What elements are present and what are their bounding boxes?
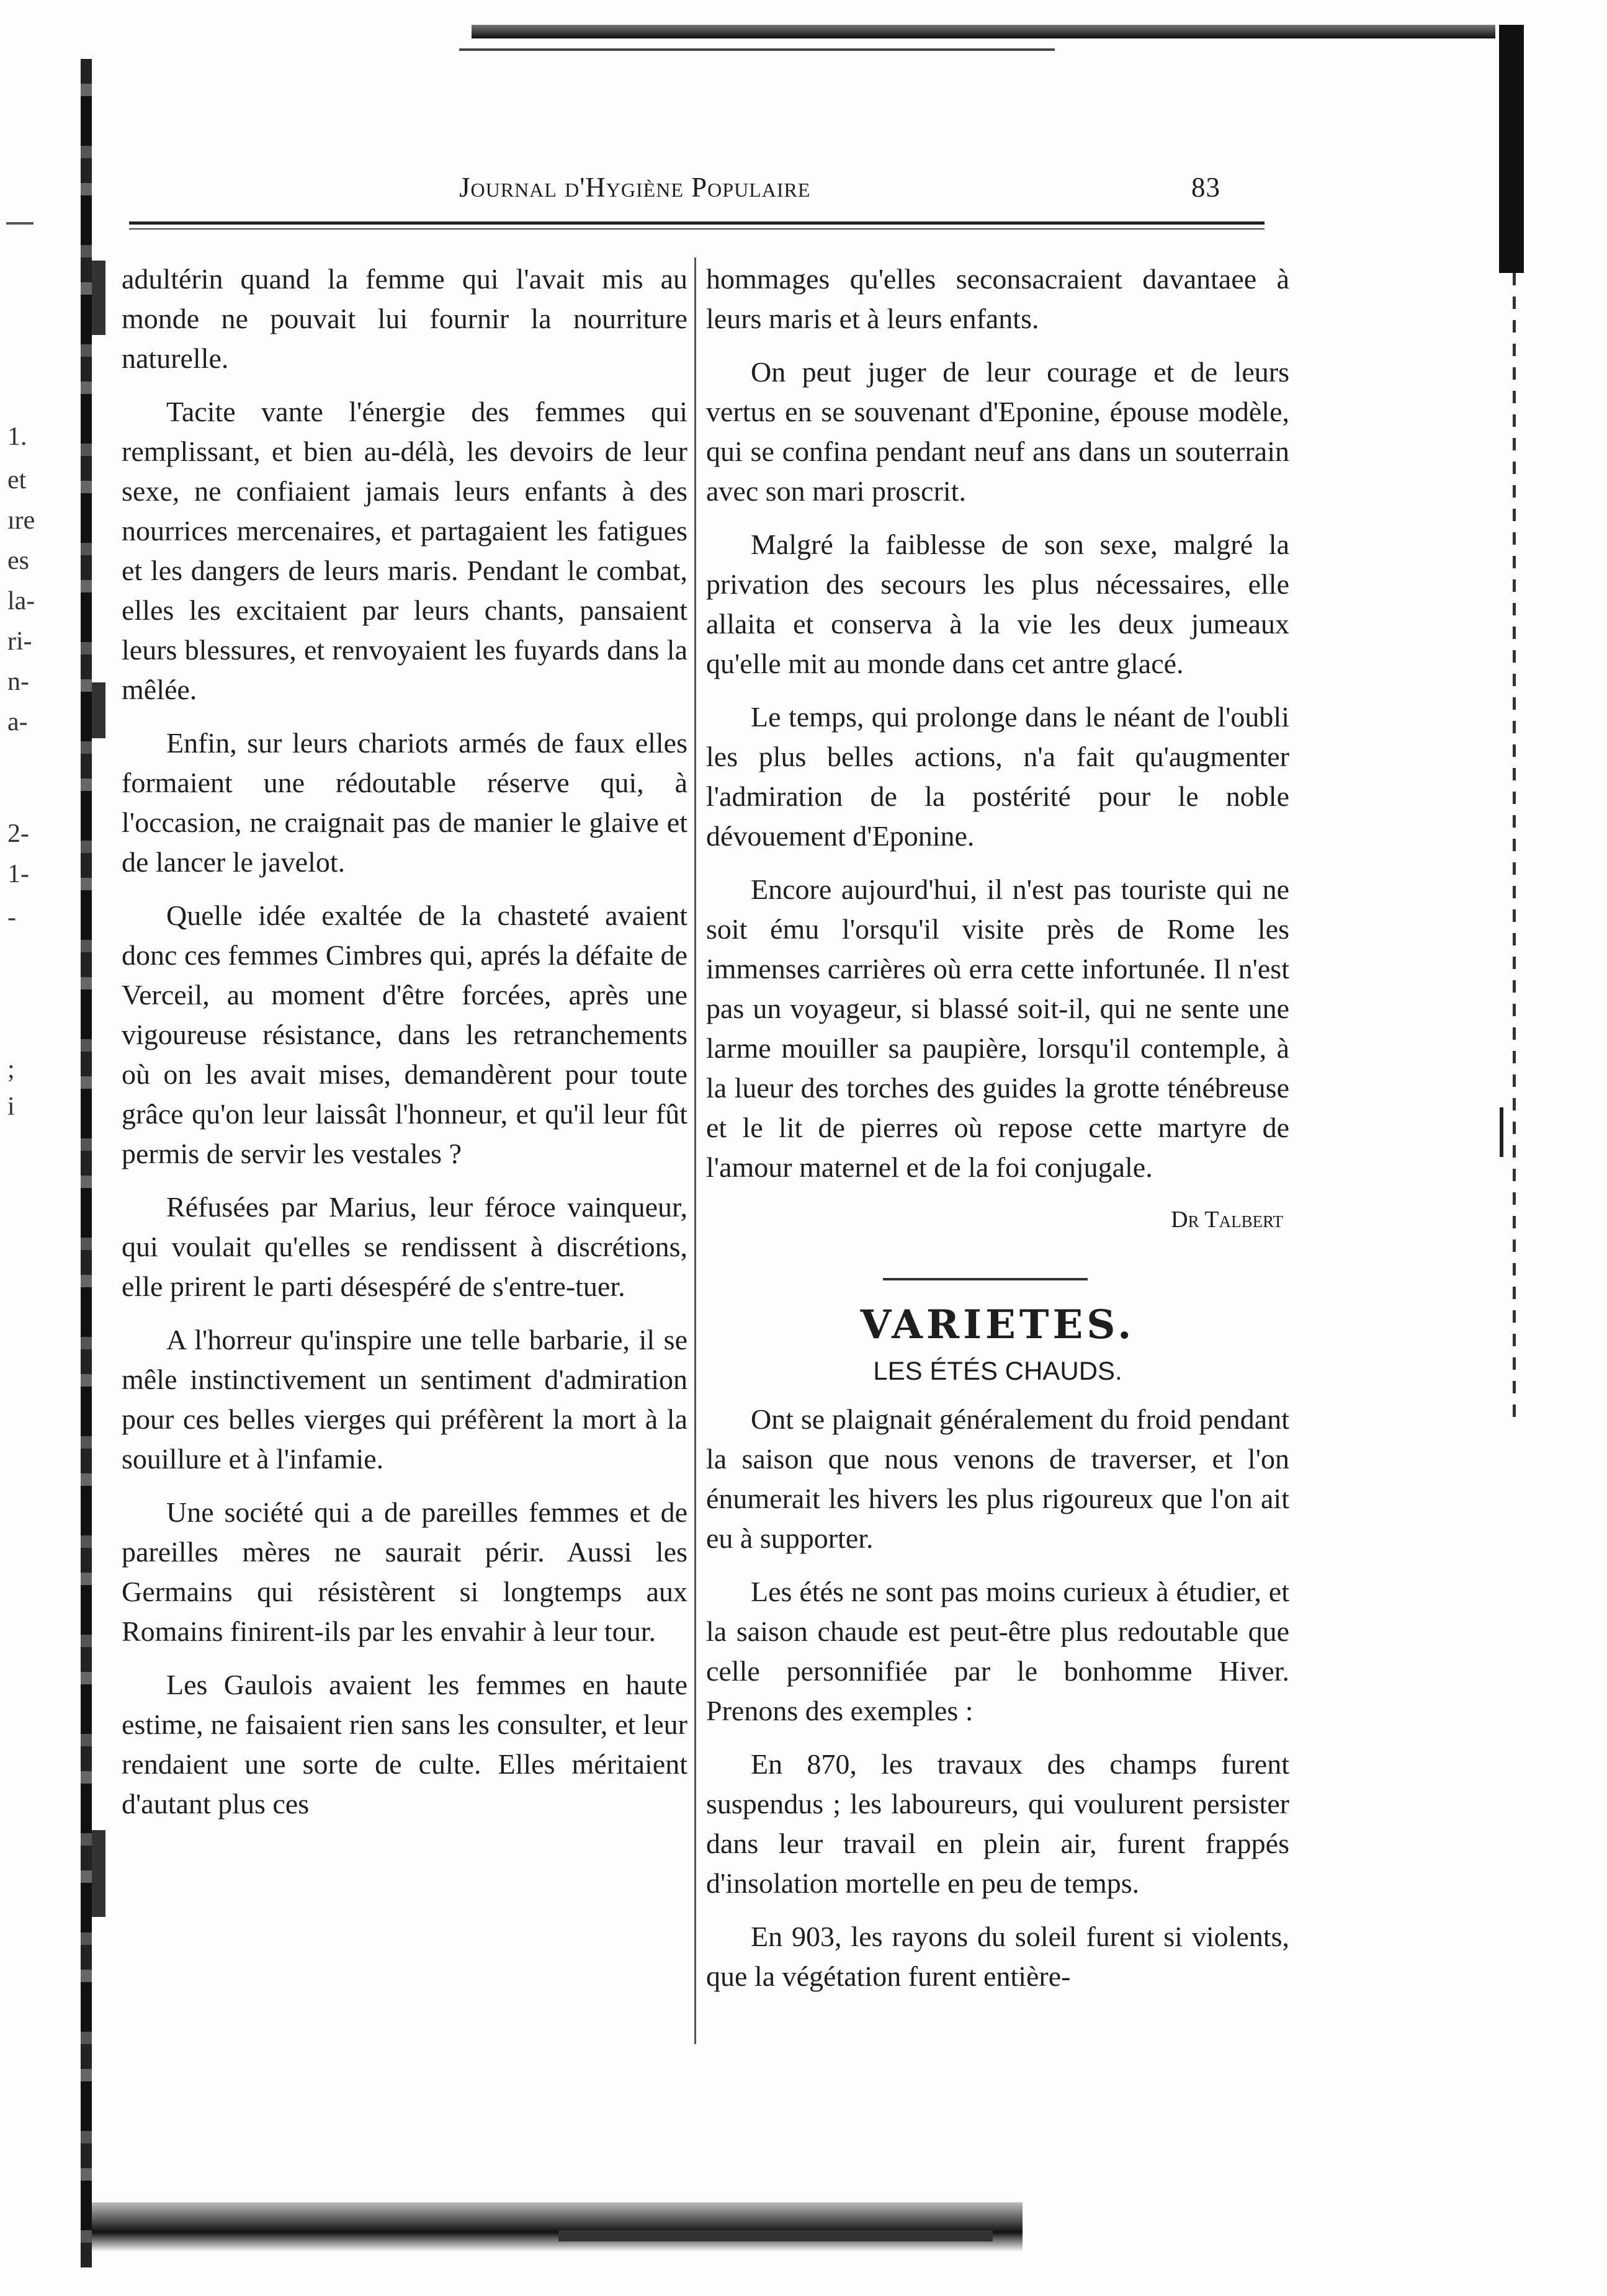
paragraph: Encore aujourd'hui, il n'est pas touriste qui ne soit ému l'orsqu'il visite près de Rome les immenses carrières où erra cette infortunée. Il n'est pas un voyageur, si blassé soit-il, qui ne sente une larme mouiller sa paupière, lorsqu'il contemple, à la lueur des torches des guides la grotte ténébreuse et le lit de pierres où repose cette martyre de l'amour maternel et de la foi conjugale.	[706, 873, 1289, 1183]
left-column	[122, 259, 687, 1838]
right-column	[706, 259, 1289, 2010]
paragraph: Le temps, qui prolonge dans le néant de l'oubli les plus belles actions, n'a fait qu'augmenter l'admiration de la postérité pour le noble dévouement d'Eponine.	[706, 701, 1289, 852]
margin-fragment: ;	[7, 1055, 15, 1084]
scan-left-speck	[92, 682, 105, 738]
section-title: VARIETES.	[860, 1302, 1135, 1348]
margin-fragment: a-	[7, 708, 28, 736]
scan-left-speck	[92, 261, 105, 335]
margin-rule	[6, 222, 34, 225]
margin-fragment: la-	[7, 587, 35, 615]
margin-fragment: ri-	[7, 627, 32, 656]
margin-fragment: ıre	[7, 506, 35, 535]
article-title: LES ÉTÉS CHAUDS.	[873, 1356, 1122, 1385]
scan-top-line	[459, 48, 1055, 51]
paragraph: adultérin quand la femme qui l'avait mis au monde ne pouvait lui fournir la nourriture naturelle.	[122, 263, 687, 374]
scan-right-mark	[1500, 1107, 1503, 1157]
margin-fragment: n-	[7, 668, 29, 696]
scan-left-speck	[92, 1830, 105, 1917]
paragraph: Réfusées par Marius, leur féroce vainqueur, qui voulait qu'elles se rendissent à discrétions, elle prirent le parti désespéré de s'entre-tuer.	[122, 1191, 687, 1302]
paragraph: Malgré la faiblesse de son sexe, malgré la privation des secours les plus nécessaires, elle allaita et conserva à la vie les deux jumeaux qu'elle mit au monde dans cet antre glacé.	[706, 529, 1289, 679]
margin-fragment: es	[7, 547, 29, 575]
paragraph: Quelle idée exaltée de la chasteté avaient donc ces femmes Cimbres qui, aprés la défaite de Verceil, au moment d'être forcées, après une vigoureuse résistance, dans les retranchements où on les avait mises, demandèrent pour toute grâce qu'on leur laissât l'honneur, et qu'il leur fût permis de servir les vestales ?	[122, 900, 687, 1169]
margin-fragment: et	[7, 466, 27, 494]
margin-fragment: 1-	[7, 860, 29, 888]
scan-top-shadow	[472, 25, 1495, 38]
paragraph: Les étés ne sont pas moins curieux à étudier, et la saison chaude est peut-être plus redoutable que celle personnifiée par le bonhomme Hiver. Prenons des exemples :	[706, 1576, 1289, 1726]
paragraph: Tacite vante l'énergie des femmes qui remplissant, et bien au-délà, les devoirs de leur sexe, ne confiaient jamais leurs enfants à des nourrices mercenaires, et partagaient les fatigues et les dangers de leurs maris. Pendant le combat, elles les excitaient par leurs chants, pansaient leurs blessures, et renvoyaient les fuyards dans la mêlée.	[122, 396, 687, 705]
section-rule	[883, 1278, 1088, 1280]
paragraph: Les Gaulois avaient les femmes en haute estime, ne faisaient rien sans les consulter, et leur rendaient une sorte de culte. Elles méritaient d'autant plus ces	[122, 1669, 687, 1820]
paragraph: Ont se plaignait généralement du froid pendant la saison que nous venons de traverser, et l'on énumerait les hivers les plus rigoureux que l'on ait eu à supporter.	[706, 1403, 1289, 1554]
margin-fragment: 2-	[7, 820, 29, 848]
paragraph: On peut juger de leur courage et de leurs vertus en se souvenant d'Eponine, épouse modèle, qui se confina pendant neuf ans dans un souterrain avec son mari proscrit.	[706, 356, 1289, 507]
column-divider	[694, 257, 696, 2044]
margin-fragment: i	[7, 1092, 15, 1121]
margin-fragment: -	[7, 903, 16, 932]
scan-left-binding	[81, 59, 92, 2267]
header-rule	[129, 221, 1265, 225]
author-signature: Dr Talbert	[1171, 1207, 1283, 1233]
article-end	[706, 259, 1289, 1187]
article-body	[706, 1400, 1289, 1996]
paragraph: hommages qu'elles seconsacraient davantaee à leurs maris et à leurs enfants.	[706, 263, 1289, 334]
scan-bottom-shadow	[92, 2202, 1023, 2252]
scan-right-edge	[1499, 25, 1524, 273]
paragraph: En 903, les rayons du soleil furent si violents, que la végétation furent entière-	[706, 1921, 1289, 1992]
page-number: 83	[1191, 172, 1220, 203]
scan-bottom-line	[558, 2230, 993, 2241]
paragraph: En 870, les travaux des champs furent suspendus ; les laboureurs, qui voulurent persister dans leur travail en plein air, furent frappés d'insolation mortelle en peu de temps.	[706, 1748, 1289, 1899]
paragraph: Enfin, sur leurs chariots armés de faux elles formaient une rédoutable réserve qui, à l'occasion, ne craignait pas de manier le glaive et de lancer le javelot.	[122, 727, 687, 878]
header-rule-thin	[129, 228, 1265, 230]
margin-fragment: 1.	[7, 422, 27, 451]
journal-title: Journal d'Hygiène Populaire	[459, 172, 811, 203]
paragraph: Une société qui a de pareilles femmes et de pareilles mères ne saurait périr. Aussi les Germains qui résistèrent si longtemps aux Romains finirent-ils par les envahir à leur tour.	[122, 1496, 687, 1647]
paragraph: A l'horreur qu'inspire une telle barbarie, il se mêle instinctivement un sentiment d'admiration pour ces belles vierges qui préfèrent la mort à la souillure et à l'infamie.	[122, 1324, 687, 1475]
scan-right-line	[1513, 273, 1516, 1421]
